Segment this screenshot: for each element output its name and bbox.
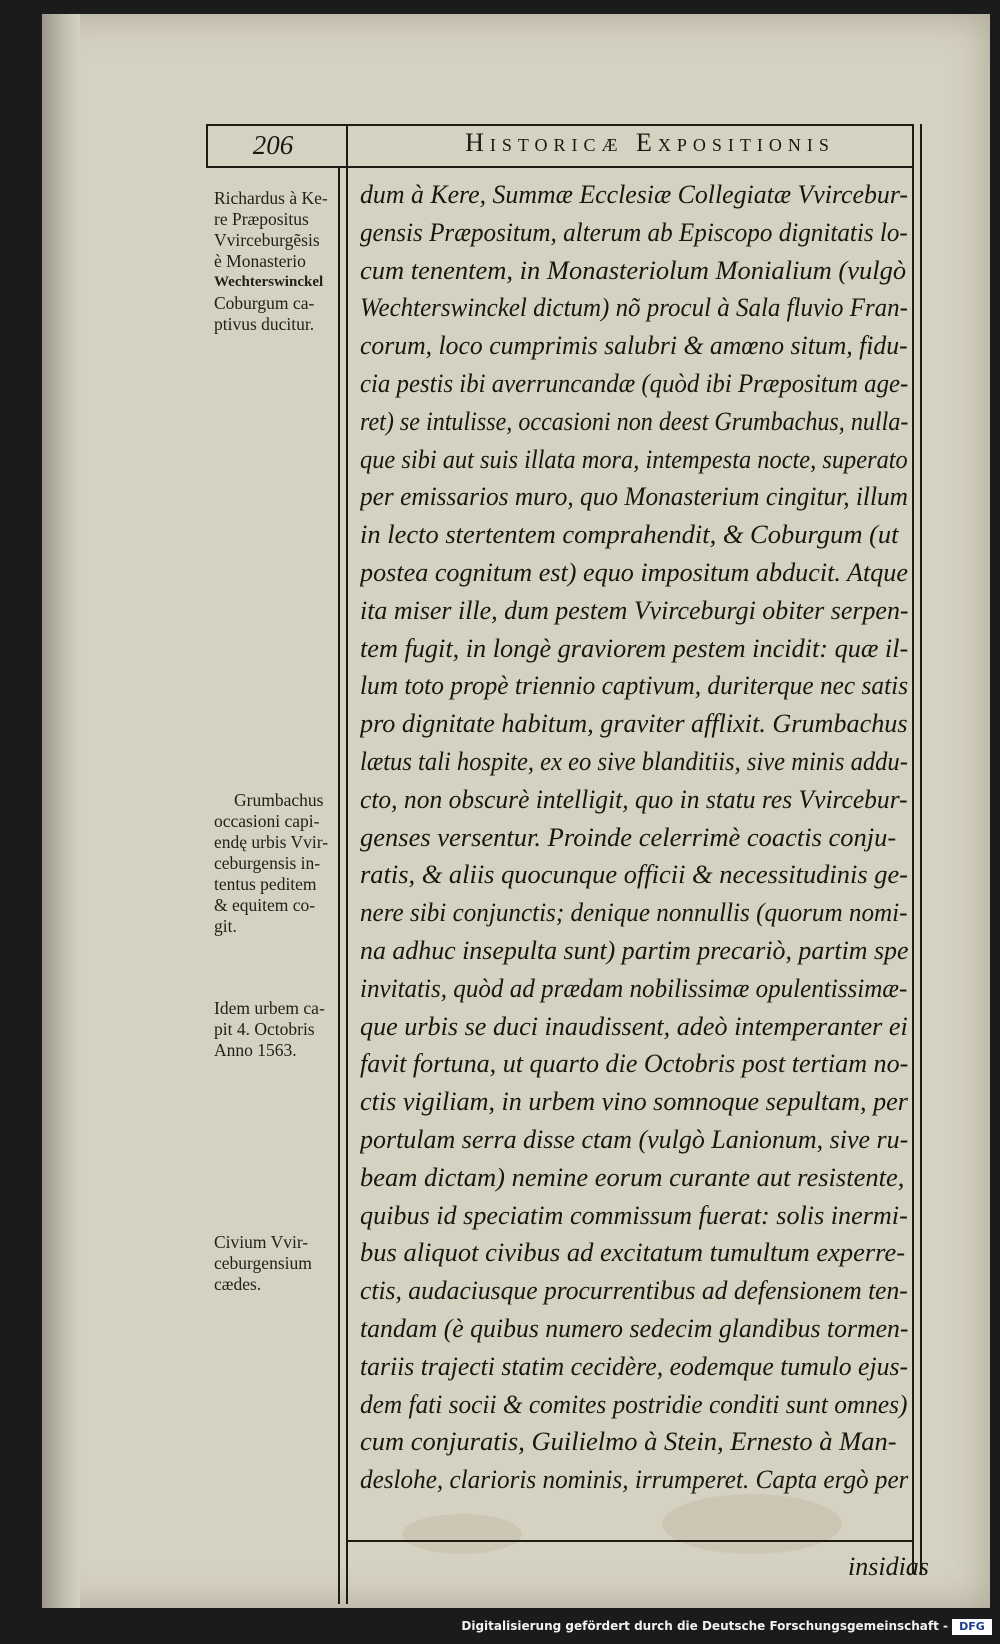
marginal-line: endę urbis Vvir- bbox=[214, 832, 329, 852]
text-line: na adhuc insepulta sunt) partim precariò, partim spe bbox=[360, 934, 909, 965]
text-line: nere sibi conjunctis; denique nonnullis (quorum nomi- bbox=[360, 897, 908, 928]
text-line: portulam serra disse ctam (vulgò Lanionum, sive ru- bbox=[360, 1123, 908, 1154]
marginal-line: ptivus ducitur. bbox=[214, 314, 315, 334]
text-line: lum toto propè triennio captivum, duriterque nec satis bbox=[360, 670, 908, 701]
marginal-line: tentus peditem bbox=[214, 874, 317, 894]
bottom-rule bbox=[346, 1540, 914, 1542]
body-text bbox=[360, 176, 956, 1499]
marginal-note-3 bbox=[214, 998, 354, 1061]
text-line: lætus tali hospite, ex eo sive blanditiis, sive minis addu- bbox=[360, 745, 908, 776]
catchword: insidias bbox=[848, 1552, 929, 1581]
marginal-line: ceburgensium bbox=[214, 1253, 312, 1273]
text-line: ita miser ille, dum pestem Vvirceburgi obiter serpen- bbox=[360, 594, 909, 625]
marginal-line: ceburgensis in- bbox=[214, 853, 321, 873]
dfg-logo: DFG bbox=[952, 1619, 992, 1635]
text-line: postea cognitum est) equo impositum abducit. Atque bbox=[360, 556, 908, 587]
text-line: gensis Præpositum, alterum ab Episcopo dignitatis lo- bbox=[360, 216, 908, 247]
text-line: cia pestis ibi averruncandæ (quòd ibi Præpositum age- bbox=[360, 367, 909, 398]
page-gutter bbox=[42, 14, 80, 1608]
text-line: cum tenentem, in Monasteriolum Monialium (vulgò bbox=[360, 254, 907, 285]
marginal-note-1 bbox=[214, 188, 354, 335]
header-left-rule bbox=[206, 124, 208, 168]
text-line: invitatis, quòd ad prædam nobilissimæ opulentissimæ- bbox=[360, 972, 908, 1003]
marginal-line: Grumbachus bbox=[234, 790, 324, 810]
text-line: favit fortuna, ut quarto die Octobris post tertiam no- bbox=[360, 1048, 909, 1079]
text-line: dem fati socii & comites postridie conditi sunt omnes) bbox=[360, 1388, 908, 1419]
digitization-credit: Digitalisierung gefördert durch die Deutsche Forschungsgemeinschaft - bbox=[461, 1619, 948, 1633]
marginal-line: pit 4. Octobris bbox=[214, 1019, 315, 1039]
marginal-line: cædes. bbox=[214, 1274, 262, 1294]
marginal-line: Idem urbem ca- bbox=[214, 998, 325, 1018]
text-line: Wechterswinckel dictum) nõ procul à Sala fluvio Fran- bbox=[360, 292, 908, 323]
running-title: Historicæ Expositionis bbox=[465, 128, 835, 157]
paper-stain bbox=[402, 1514, 522, 1554]
text-line: corum, loco cumprimis salubri & amœno situm, fidu- bbox=[360, 330, 908, 361]
text-line: in lecto stertentem comprahendit, & Coburgum (ut bbox=[360, 519, 899, 550]
marginal-line: occasioni capi- bbox=[214, 811, 320, 831]
text-line: ctis vigiliam, in urbem vino somnoque sepultam, per bbox=[360, 1086, 908, 1117]
text-line: deslohe, clarioris nominis, irrumperet. Capta ergò per bbox=[360, 1464, 909, 1495]
marginal-line: Anno 1563. bbox=[214, 1040, 297, 1060]
marginal-line: Coburgum ca- bbox=[214, 293, 315, 313]
paper-stain bbox=[662, 1494, 842, 1554]
marginal-line: è Monasterio bbox=[214, 251, 306, 271]
marginal-line: Wechterswinckel bbox=[214, 274, 324, 290]
text-line: ratis, & aliis quocunque officii & necessitudinis ge- bbox=[360, 859, 908, 890]
text-line: beam dictam) nemine eorum curante aut resistente, bbox=[360, 1161, 905, 1192]
text-line: cum conjuratis, Guilielmo à Stein, Ernesto à Man- bbox=[360, 1426, 897, 1457]
marginal-note-4 bbox=[214, 1232, 354, 1295]
marginal-line: Richardus à Ke- bbox=[214, 188, 328, 208]
marginal-line: Civium Vvir- bbox=[214, 1232, 309, 1252]
text-line: bus aliquot civibus ad excitatum tumultum experre- bbox=[360, 1237, 906, 1268]
top-rule bbox=[206, 124, 914, 126]
text-line: tandam (è quibus numero sedecim glandibus tormen- bbox=[360, 1312, 909, 1343]
text-line: ctis, audaciusque procurrentibus ad defensionem ten- bbox=[360, 1275, 908, 1306]
text-line: dum à Kere, Summæ Ecclesiæ Collegiatæ Vvircebur- bbox=[360, 179, 908, 209]
text-line: tem fugit, in longè graviorem pestem incidit: quæ il- bbox=[360, 632, 909, 663]
text-line: ret) se intulisse, occasioni non deest Grumbachus, nulla- bbox=[360, 405, 909, 436]
header-rule bbox=[206, 166, 914, 168]
marginal-line: & equitem co- bbox=[214, 895, 316, 915]
marginal-line: git. bbox=[214, 916, 237, 936]
marginal-note-2 bbox=[214, 790, 354, 937]
text-line: tariis trajecti statim cecidère, eodemque tumulo ejus- bbox=[360, 1350, 909, 1381]
page-number: 206 bbox=[252, 130, 294, 160]
text-line: quibus id speciatim commissum fuerat: solis inermi- bbox=[360, 1199, 908, 1230]
marginal-line: re Præpositus bbox=[214, 209, 309, 229]
text-line: pro dignitate habitum, graviter afflixit. Grumbachus bbox=[360, 708, 908, 739]
text-line: cto, non obscurè intelligit, quo in statu res Vvircebur- bbox=[360, 783, 908, 814]
text-line: que urbis se duci inaudissent, adeò intemperanter ei bbox=[360, 1010, 908, 1041]
marginal-line: Vvirceburgẽsis bbox=[214, 230, 320, 250]
text-line: genses versentur. Proinde celerrimè coactis conju- bbox=[360, 821, 897, 852]
text-line: que sibi aut suis illata mora, intempesta nocte, superato bbox=[360, 443, 908, 474]
text-line: per emissarios muro, quo Monasterium cingitur, illum bbox=[360, 481, 908, 512]
